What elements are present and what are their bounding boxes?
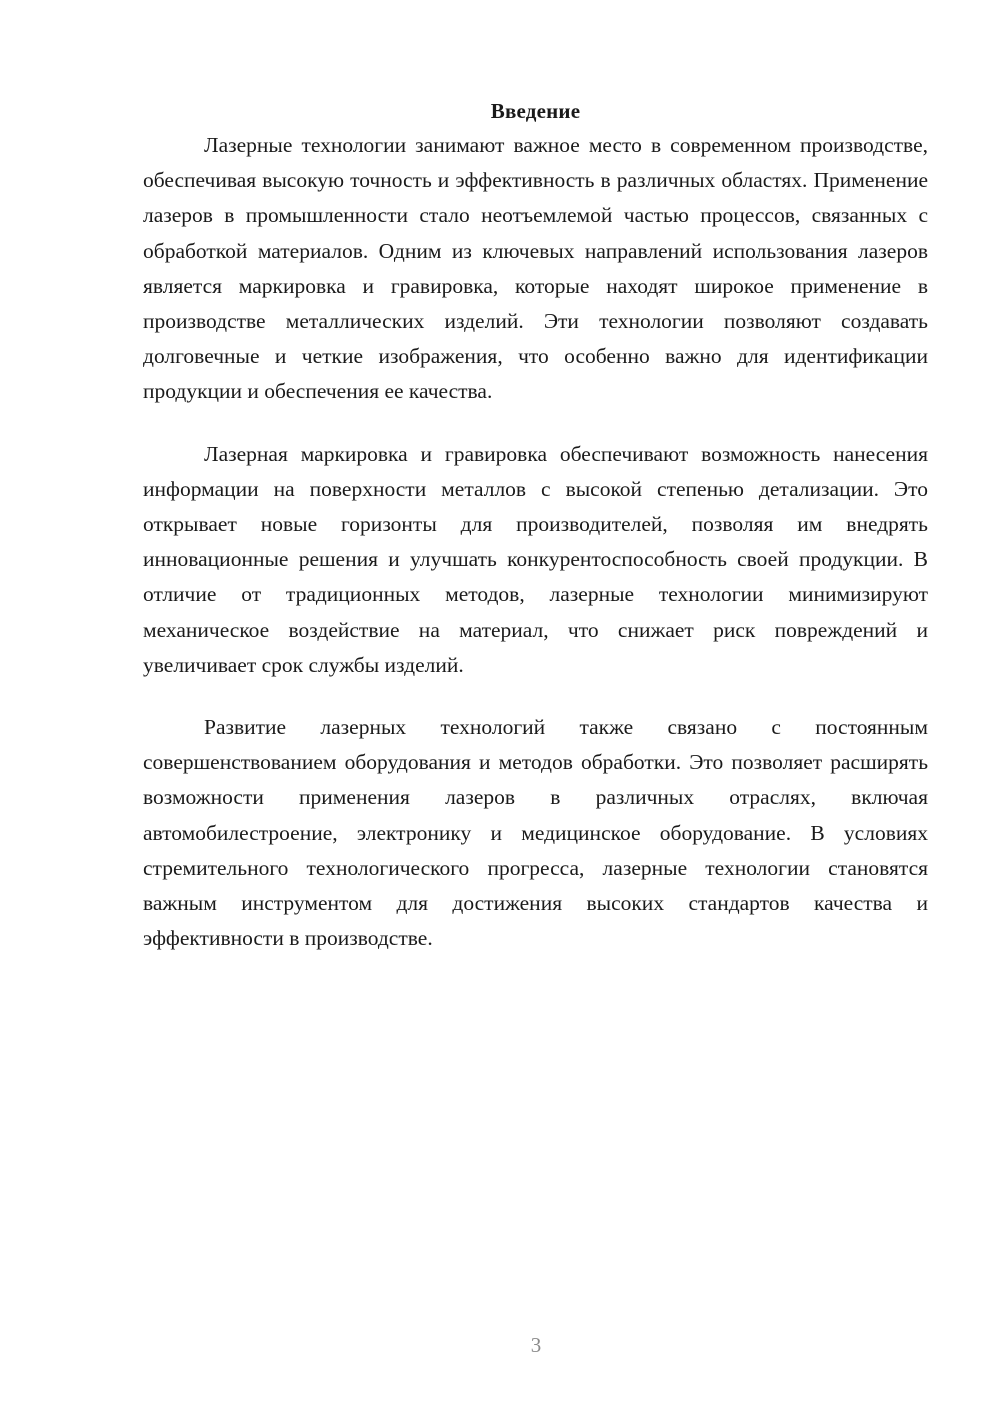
page-content — [143, 96, 928, 983]
section-title: Введение — [490, 99, 581, 123]
paragraph-3: Развитие лазерных технологий также связано с постоянным совершенствованием оборудования и методов обработки. Это позволяет расширять возможности применения лазеров в различных отраслях, включая автомобилестроение, электронику и медицинское оборудование. В условиях стремительного технологического прогресса, лазерные технологии становятся важным инструментом для достижения высоких стандартов качества и эффективности в производстве. — [143, 715, 928, 951]
page-number: 3 — [530, 1333, 542, 1357]
paragraph-2: Лазерная маркировка и гравировка обеспечивают возможность нанесения информации на поверхности металлов с высокой степенью детализации. Это открывает новые горизонты для производителей, позволяя им внедрять инновационные решения и улучшать конкурентоспособность своей продукции. В отличие от традиционных методов, лазерные технологии минимизируют механическое воздействие на материал, что снижает риск повреждений и увеличивает срок службы изделий. — [143, 441, 928, 677]
paragraph-1: Лазерные технологии занимают важное место в современном производстве, обеспечивая высокую точность и эффективность в различных областях. Применение лазеров в промышленности стало неотъемлемой частью процессов, связанных с обработкой материалов. Одним из ключевых направлений использования лазеров является маркировка и гравировка, которые находят широкое применение в производстве металлических изделий. Эти технологии позволяют создавать долговечные и четкие изображения, что особенно важно для идентификации продукции и обеспечения ее качества. — [143, 133, 928, 404]
